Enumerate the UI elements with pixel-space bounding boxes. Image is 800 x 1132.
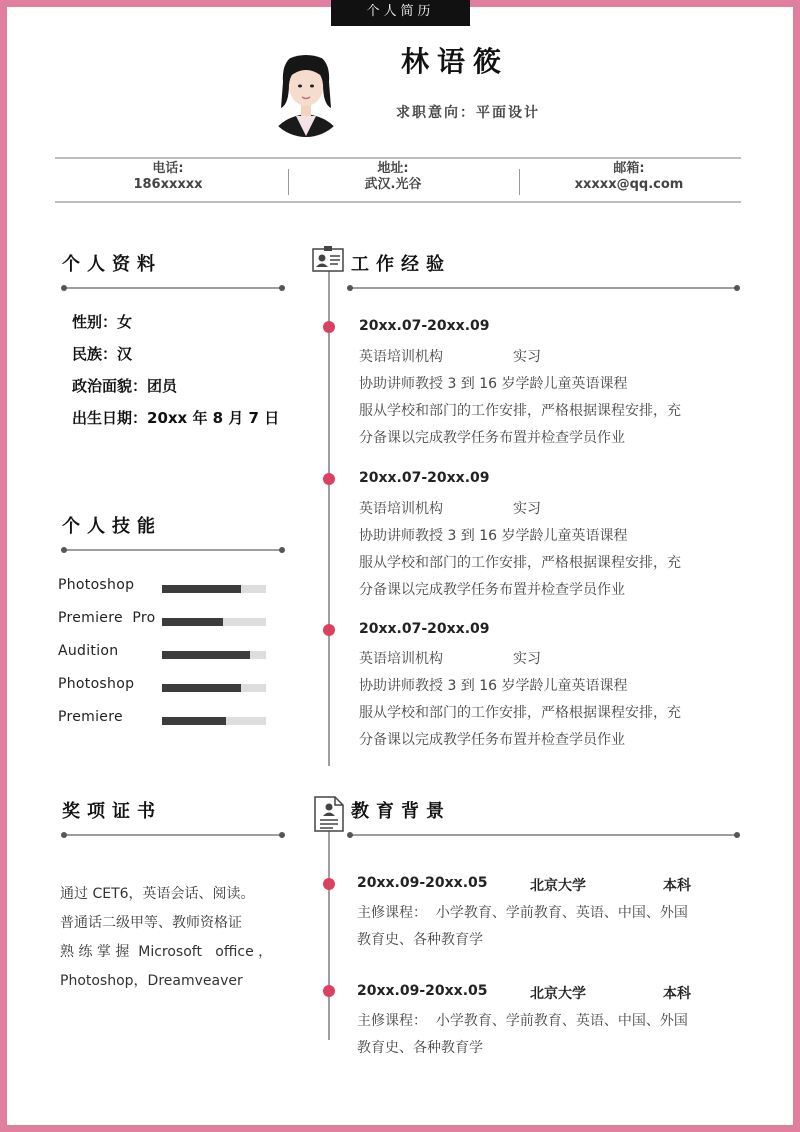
- timeline-dot: [323, 985, 335, 997]
- skill-level-fill: [162, 717, 226, 725]
- avatar: [265, 44, 347, 144]
- skill-level-fill: [162, 684, 241, 692]
- work-title: 工作经验: [351, 254, 451, 275]
- job-org: 英语培训机构: [359, 501, 443, 517]
- edu-school: 北京大学: [530, 878, 586, 894]
- job-role: 实习: [513, 651, 541, 667]
- phone-value: 186xxxxx: [133, 177, 203, 192]
- phone-cell: [88, 161, 248, 193]
- email-label: 邮箱:: [613, 161, 645, 176]
- phone-label: 电话:: [152, 161, 184, 176]
- profile-rule: [64, 287, 282, 289]
- job-duty: 服从学校和部门的工作安排，严格根据课程安排，充: [359, 403, 681, 419]
- skill-level-fill: [162, 585, 241, 593]
- skill-level-fill: [162, 651, 250, 659]
- job-duty: 协助讲师教授 3 到 16 岁学龄儿童英语课程: [359, 528, 628, 544]
- edu-courses: 教育史、各种教育学: [357, 1040, 483, 1056]
- document-icon: [313, 795, 345, 833]
- contact-bar: [55, 157, 741, 203]
- award-line: Photoshop，Dreamveaver: [60, 973, 243, 989]
- education-timeline: [328, 826, 330, 1040]
- awards-title: 奖项证书: [62, 801, 162, 822]
- skills-rule: [64, 549, 282, 551]
- email-cell: [549, 161, 709, 193]
- job-role: 实习: [513, 349, 541, 365]
- email-value: xxxxx@qq.com: [574, 177, 684, 192]
- job-duty: 协助讲师教授 3 到 16 岁学龄儿童英语课程: [359, 376, 628, 392]
- skills-title: 个人技能: [62, 516, 162, 537]
- skill-bar: [162, 651, 266, 659]
- job-date: 20xx.07-20xx.09: [359, 470, 490, 486]
- skill-bar: [162, 585, 266, 593]
- education-rule: [350, 834, 737, 836]
- edu-date: 20xx.09-20xx.05: [357, 875, 488, 891]
- timeline-dot: [323, 624, 335, 636]
- job-duty: 协助讲师教授 3 到 16 岁学龄儿童英语课程: [359, 678, 628, 694]
- skill-name: Audition: [58, 643, 119, 659]
- award-line: 普通话二级甲等、教师资格证: [60, 915, 242, 931]
- edu-courses: 主修课程： 小学教育、学前教育、英语、中国、外国: [357, 1013, 688, 1029]
- job-duty: 分备课以完成教学任务布置并检查学员作业: [359, 582, 625, 598]
- edu-degree: 本科: [663, 878, 691, 894]
- job-org: 英语培训机构: [359, 349, 443, 365]
- award-line: 通过 CET6，英语会话、阅读。: [60, 886, 255, 902]
- edu-date: 20xx.09-20xx.05: [357, 983, 488, 999]
- edu-degree: 本科: [663, 986, 691, 1002]
- skill-name: Premiere Pro: [58, 610, 156, 626]
- skill-name: Photoshop: [58, 577, 135, 593]
- job-date: 20xx.07-20xx.09: [359, 621, 490, 637]
- candidate-name: 林语筱: [400, 45, 509, 78]
- work-timeline: [328, 268, 330, 766]
- profile-title: 个人资料: [62, 254, 162, 275]
- skill-bar: [162, 717, 266, 725]
- job-role: 实习: [513, 501, 541, 517]
- awards-rule: [64, 834, 282, 836]
- contact-divider: [519, 169, 520, 195]
- profile-gender: 性别：女: [72, 313, 133, 331]
- skill-bar: [162, 618, 266, 626]
- edu-school: 北京大学: [530, 986, 586, 1002]
- profile-politics: 政治面貌：团员: [72, 377, 178, 395]
- job-duty: 服从学校和部门的工作安排，严格根据课程安排，充: [359, 555, 681, 571]
- address-value: 武汉.光谷: [364, 177, 422, 192]
- id-card-icon: [312, 246, 344, 272]
- address-label: 地址:: [377, 161, 409, 176]
- job-duty: 分备课以完成教学任务布置并检查学员作业: [359, 430, 625, 446]
- timeline-dot: [323, 321, 335, 333]
- skill-bar: [162, 684, 266, 692]
- edu-courses: 教育史、各种教育学: [357, 932, 483, 948]
- profile-birthdate: 出生日期：20xx 年 8 月 7 日: [72, 409, 280, 427]
- header-tag: 个人简历: [331, 0, 470, 26]
- edu-courses: 主修课程： 小学教育、学前教育、英语、中国、外国: [357, 905, 688, 921]
- timeline-dot: [323, 878, 335, 890]
- education-title: 教育背景: [351, 801, 451, 822]
- skill-name: Premiere: [58, 709, 123, 725]
- job-duty: 服从学校和部门的工作安排，严格根据课程安排，充: [359, 705, 681, 721]
- address-cell: [313, 161, 473, 193]
- skill-name: Photoshop: [58, 676, 135, 692]
- contact-divider: [288, 169, 289, 195]
- job-duty: 分备课以完成教学任务布置并检查学员作业: [359, 732, 625, 748]
- timeline-dot: [323, 473, 335, 485]
- job-date: 20xx.07-20xx.09: [359, 318, 490, 334]
- award-line: 熟 练 掌 握 Microsoft office ，: [60, 944, 273, 960]
- job-intent: 求职意向：平面设计: [396, 105, 540, 121]
- job-org: 英语培训机构: [359, 651, 443, 667]
- work-rule: [350, 287, 737, 289]
- skill-level-fill: [162, 618, 223, 626]
- profile-ethnicity: 民族：汉: [72, 345, 133, 363]
